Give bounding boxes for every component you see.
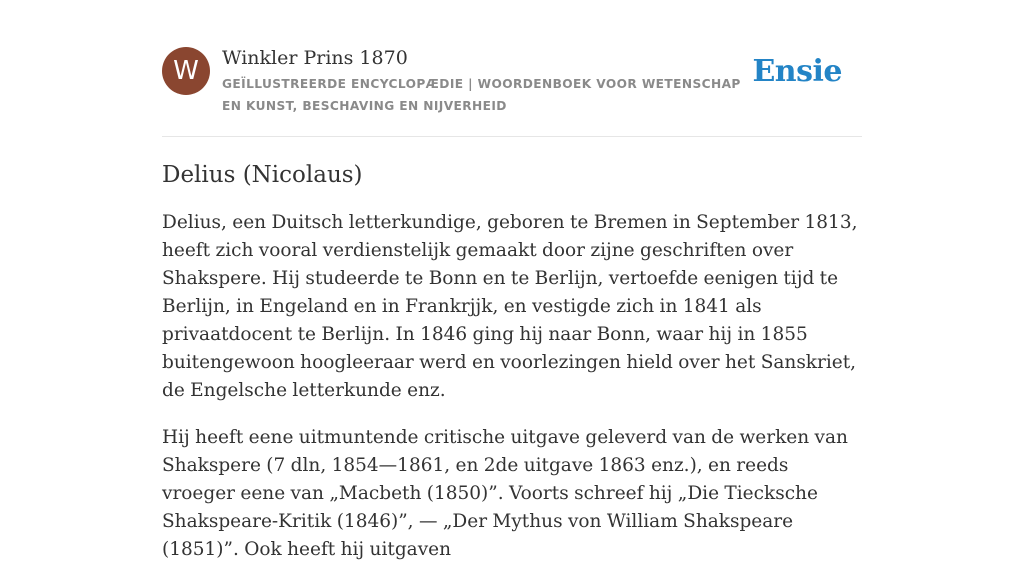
source-subtitle: GEÏLLUSTREERDE ENCYCLOPÆDIE | WOORDENBOEK VOOR WETENSCHAP EN KUNST, BESCHAVING EN NIJVERHEID <box>222 77 741 113</box>
article-paragraph: Hij heeft eene uitmuntende critische uitgave geleverd van de werken van Shakspere (7 dln, 1854—1861, en 2de uitgave 1863 enz.), en reeds vroeger eene van „Macbeth (1850)”. Voorts schreef hij „Die Tiecksche Shakspeare-Kritik (1846)”, — „Der Mythus von William Shakspeare (1851)”. Ook heeft hij uitgaven <box>162 427 848 560</box>
source-avatar[interactable] <box>162 47 210 95</box>
source-info <box>222 44 752 117</box>
article-page <box>162 44 862 564</box>
article-title: Delius (Nicolaus) <box>162 162 363 188</box>
article-paragraph: Delius, een Duitsch letterkundige, geboren te Bremen in September 1813, heeft zich vooral verdienstelijk gemaakt door zijne geschriften over Shakspere. Hij studeerde te Bonn en te Berlijn, vertoefde eenigen tijd te Berlijn, in Engeland en in Frankrjjk, en vestigde zich in 1841 als privaatdocent te Berlijn. In 1846 ging hij naar Bonn, waar hij in 1855 buitengewoon hoogleeraar werd en voorlezingen hield over het Sanskriet, de Engelsche letterkunde enz. <box>162 212 858 401</box>
ensie-logo-link[interactable]: Ensie <box>752 54 842 89</box>
source-title[interactable]: Winkler Prins 1870 <box>222 47 408 69</box>
source-header <box>162 44 862 137</box>
avatar-letter: W <box>173 56 199 86</box>
